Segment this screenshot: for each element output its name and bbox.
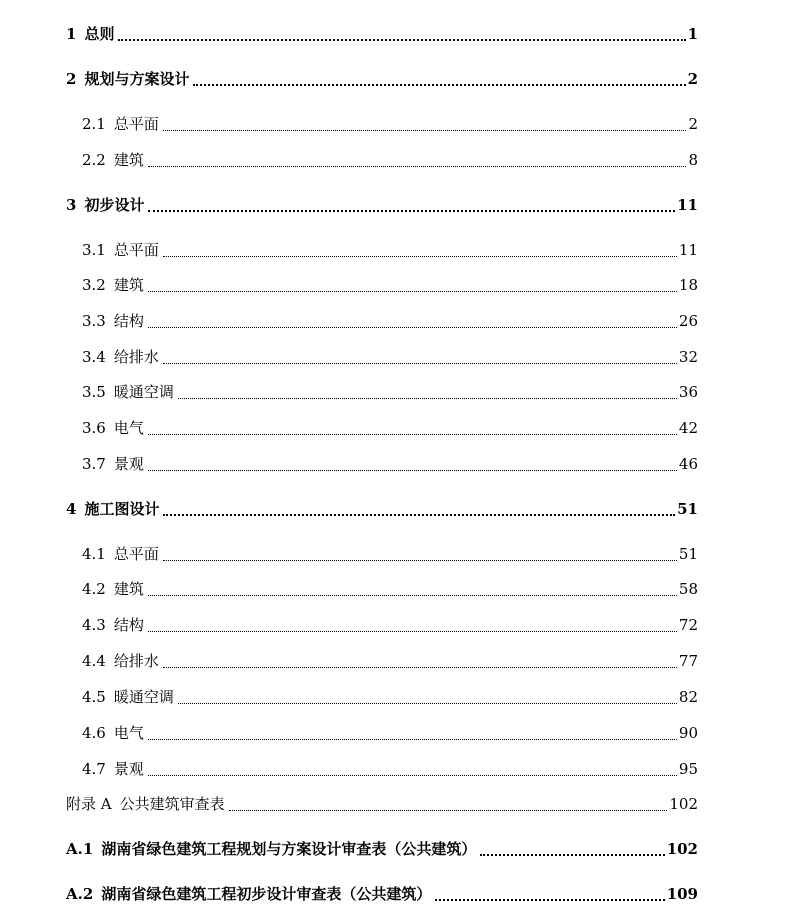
toc-entry-number: 4.1 <box>82 545 106 563</box>
toc-entry-number: A.1 <box>66 840 94 858</box>
toc-entry-number: 3.6 <box>82 419 106 437</box>
toc-entry-page: 18 <box>678 276 698 294</box>
toc-entry-number: 4.3 <box>82 616 106 634</box>
toc-entry-4-6[interactable] <box>82 722 698 744</box>
dot-leader <box>163 256 677 257</box>
toc-entry-title: 湖南省绿色建筑工程初步设计审查表（公共建筑） <box>101 885 432 903</box>
toc-entry-number: 3.2 <box>82 276 106 294</box>
toc-entry-page: 42 <box>678 419 698 437</box>
toc-entry-page: 102 <box>669 795 698 813</box>
toc-entry-number: 4.4 <box>82 652 106 670</box>
toc-entry-number: 4 <box>66 500 77 518</box>
toc-entry-2[interactable] <box>66 68 698 90</box>
toc-entry-page: 102 <box>666 840 698 858</box>
toc-entry-title: 给排水 <box>113 348 159 366</box>
toc-entry-page: 109 <box>666 885 698 903</box>
dot-leader <box>148 739 677 740</box>
dot-leader <box>148 166 687 167</box>
toc-entry-page: 2 <box>688 115 698 133</box>
dot-leader <box>148 631 677 632</box>
toc-entry-3-1[interactable] <box>82 239 698 261</box>
dot-leader <box>163 514 675 516</box>
toc-entry-4-7[interactable] <box>82 758 698 780</box>
toc-entry-title: 暖通空调 <box>113 383 174 401</box>
toc-entry-page: 82 <box>678 688 698 706</box>
toc-entry-title: 施工图设计 <box>84 500 160 518</box>
toc-entry-title: 暖通空调 <box>113 688 174 706</box>
toc-entry-page: 1 <box>687 25 698 43</box>
toc-entry-title: 景观 <box>113 455 144 473</box>
toc-entry-a-1[interactable] <box>66 838 698 860</box>
toc-entry-page: 77 <box>678 652 698 670</box>
dot-leader <box>435 899 664 901</box>
toc-entry-title: 总则 <box>84 25 115 43</box>
toc-entry-page: 90 <box>678 724 698 742</box>
toc-entry-page: 11 <box>677 196 698 214</box>
toc-entry-4-2[interactable] <box>82 578 698 600</box>
dot-leader <box>178 398 677 399</box>
toc-entry-number: 3.3 <box>82 312 106 330</box>
toc-entry-1[interactable] <box>66 23 698 45</box>
toc-entry-page: 36 <box>678 383 698 401</box>
toc-entry-3-7[interactable] <box>82 453 698 475</box>
toc-entry-page: 51 <box>678 545 698 563</box>
dot-leader <box>163 130 687 131</box>
toc-entry-title: 总平面 <box>113 115 159 133</box>
toc-entry-4-4[interactable] <box>82 650 698 672</box>
toc-entry-title: 规划与方案设计 <box>84 70 190 88</box>
toc-entry-title: 给排水 <box>113 652 159 670</box>
toc-entry-number: 3.4 <box>82 348 106 366</box>
toc-entry-number: 4.2 <box>82 580 106 598</box>
toc-entry-title: 湖南省绿色建筑工程规划与方案设计审查表（公共建筑） <box>101 840 477 858</box>
toc-entry-2-1[interactable] <box>82 113 698 135</box>
dot-leader <box>163 560 677 561</box>
toc-entry-title: 建筑 <box>113 276 144 294</box>
dot-leader <box>480 854 664 856</box>
toc-entry-page: 32 <box>678 348 698 366</box>
toc-entry-a-2[interactable] <box>66 883 698 905</box>
dot-leader <box>163 667 677 668</box>
toc-entry-page: 11 <box>678 241 698 259</box>
toc-entry-2-2[interactable] <box>82 149 698 171</box>
toc-entry-3-2[interactable] <box>82 274 698 296</box>
toc-entry-number: 4.6 <box>82 724 106 742</box>
toc-entry-title: 初步设计 <box>84 196 145 214</box>
toc-entry-title: 建筑 <box>113 151 144 169</box>
toc-entry-title: 电气 <box>113 724 144 742</box>
toc-entry-number: 4.5 <box>82 688 106 706</box>
toc-entry-number: 3 <box>66 196 77 214</box>
toc-entry-page: 26 <box>678 312 698 330</box>
toc-entry-page: 8 <box>688 151 698 169</box>
toc-entry-number: 2.1 <box>82 115 106 133</box>
dot-leader <box>148 775 677 776</box>
toc-entry-page: 72 <box>678 616 698 634</box>
dot-leader <box>148 291 677 292</box>
toc-entry-title: 结构 <box>113 312 144 330</box>
dot-leader <box>193 84 685 86</box>
dot-leader <box>148 470 677 471</box>
toc-entry-4-1[interactable] <box>82 543 698 565</box>
toc-entry-number: 3.5 <box>82 383 106 401</box>
toc-entry-title: 总平面 <box>113 241 159 259</box>
dot-leader <box>163 363 677 364</box>
toc-entry-number: 3.1 <box>82 241 106 259</box>
toc-entry-number: A.2 <box>66 885 94 903</box>
toc-entry-number: 附录 A <box>66 795 112 813</box>
toc-entry-4-5[interactable] <box>82 686 698 708</box>
toc-entry-page: 58 <box>678 580 698 598</box>
toc-entry-appendix-a[interactable] <box>66 793 698 815</box>
toc-entry-page: 95 <box>678 760 698 778</box>
dot-leader <box>148 595 677 596</box>
toc-entry-title: 建筑 <box>113 580 144 598</box>
toc-entry-4[interactable] <box>66 498 698 520</box>
toc-entry-number: 3.7 <box>82 455 106 473</box>
dot-leader <box>148 210 675 212</box>
toc-entry-page: 2 <box>687 70 698 88</box>
toc-entry-number: 4.7 <box>82 760 106 778</box>
toc-entry-page: 51 <box>677 500 698 518</box>
dot-leader <box>118 39 685 41</box>
toc-entry-number: 1 <box>66 25 77 43</box>
toc-entry-number: 2 <box>66 70 77 88</box>
toc-entry-title: 景观 <box>113 760 144 778</box>
toc-entry-title: 电气 <box>113 419 144 437</box>
toc-entry-3-4[interactable] <box>82 346 698 368</box>
toc-entry-page: 46 <box>678 455 698 473</box>
toc-entry-3[interactable] <box>66 194 698 216</box>
toc-entry-title: 公共建筑审查表 <box>119 795 225 813</box>
toc-entry-title: 总平面 <box>113 545 159 563</box>
toc-entry-4-3[interactable] <box>82 614 698 636</box>
toc-entry-3-3[interactable] <box>82 310 698 332</box>
dot-leader <box>148 327 677 328</box>
toc-entry-3-6[interactable] <box>82 417 698 439</box>
dot-leader <box>148 434 677 435</box>
toc-entry-3-5[interactable] <box>82 381 698 403</box>
dot-leader <box>229 810 668 811</box>
toc-entry-title: 结构 <box>113 616 144 634</box>
toc-entry-number: 2.2 <box>82 151 106 169</box>
dot-leader <box>178 703 677 704</box>
